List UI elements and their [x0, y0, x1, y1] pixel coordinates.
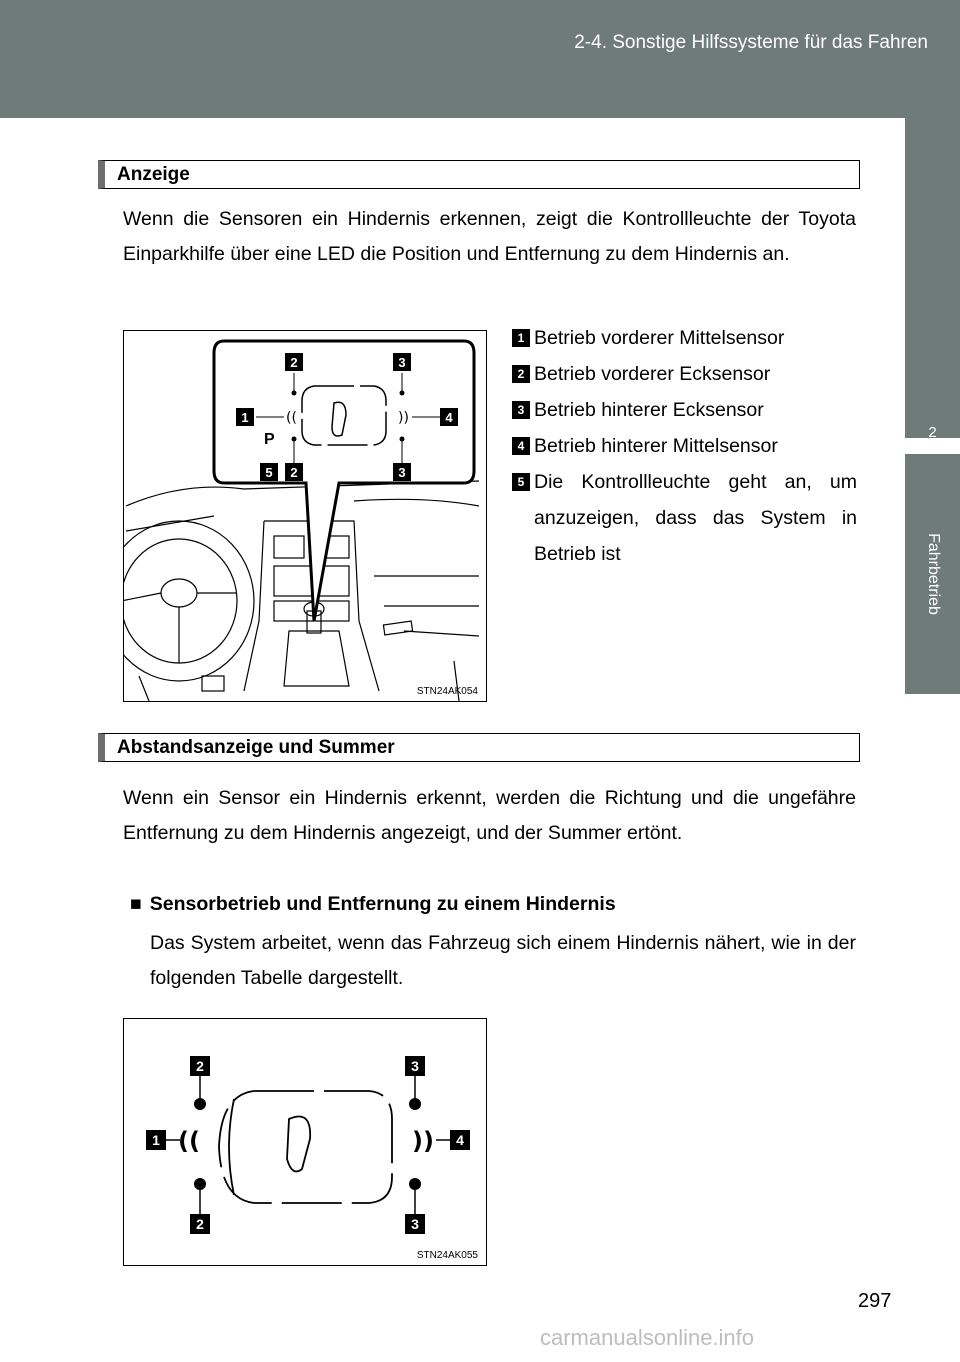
- badge-3-top: [393, 353, 411, 371]
- svg-text:3: 3: [411, 1216, 419, 1232]
- badge-4: [440, 408, 458, 426]
- legend-text: Betrieb hinterer Mittelsensor: [534, 435, 778, 457]
- side-tab-label: Fahrbetrieb: [924, 533, 942, 615]
- watermark: carmanualsonline.info: [540, 1325, 755, 1350]
- section-abstandsanzeige-text: Wenn ein Sensor ein Hindernis erkennt, werden die Richtung und die ungefähre Entfernung zu dem Hindernis angezeigt, und der Summer ertönt.: [123, 787, 856, 844]
- svg-text:3: 3: [411, 1058, 419, 1074]
- badge-5: [260, 463, 278, 481]
- subsection-title: Sensorbetrieb und Entfernung zu einem Hindernis: [149, 893, 616, 915]
- sound-wave-right-icon: )): [412, 1127, 434, 1155]
- svg-text:2: 2: [290, 465, 298, 480]
- figure-sensor-layout: [123, 1018, 487, 1266]
- svg-text:2: 2: [290, 355, 298, 370]
- svg-text:2: 2: [196, 1216, 204, 1232]
- svg-text:1: 1: [241, 410, 249, 425]
- figure-legend: [512, 320, 857, 572]
- svg-text:1: 1: [152, 1132, 160, 1148]
- legend-badge: 3: [512, 401, 530, 419]
- figure-code: STN24AK054: [416, 686, 478, 697]
- section-heading-anzeige: Anzeige: [98, 160, 860, 189]
- side-tab: [905, 118, 960, 1148]
- section-anzeige-text: Wenn die Sensoren ein Hindernis erkennen, zeigt die Kontrollleuchte der Toyota Einparkhilfe über eine LED die Position und Entfernung zu dem Hindernis an.: [123, 208, 856, 265]
- page-number: 297: [858, 1290, 892, 1312]
- legend-item: [512, 320, 857, 356]
- legend-badge: 1: [512, 329, 530, 347]
- badge-1: [146, 1130, 166, 1150]
- side-tab-number-block: [905, 118, 960, 441]
- side-tab-number: 2: [928, 424, 937, 441]
- svg-text:2: 2: [196, 1058, 204, 1074]
- chapter-title: 2-4. Sonstige Hilfssysteme für das Fahren: [574, 32, 928, 53]
- legend-badge: 5: [512, 473, 530, 491]
- legend-badge: 4: [512, 437, 530, 455]
- parking-assist-symbol: P: [264, 431, 275, 448]
- badge-3-bottom: [393, 463, 411, 481]
- badge-3-top: [405, 1056, 425, 1076]
- legend-badge: 2: [512, 365, 530, 383]
- sound-wave-left-icon: ((: [178, 1127, 200, 1155]
- badge-4: [450, 1130, 470, 1150]
- legend-text: Betrieb vorderer Ecksensor: [534, 363, 771, 385]
- subsection-text: Das System arbeitet, wenn das Fahrzeug sich einem Hindernis nähert, wie in der folgenden Tabelle dargestellt.: [150, 932, 856, 989]
- figure-code: STN24AK055: [416, 1250, 478, 1261]
- subsection-heading: [130, 893, 616, 916]
- badge-1: [236, 408, 254, 426]
- figure-dashboard-indicator: [123, 330, 487, 702]
- page-header: [0, 0, 960, 118]
- svg-text:3: 3: [398, 465, 406, 480]
- badge-2-top: [190, 1056, 210, 1076]
- badge-2-bottom: [285, 463, 303, 481]
- legend-text: Die Kontrollleuchte geht an, um anzuzeigen, dass das System in Betrieb ist: [534, 471, 857, 565]
- legend-text: Betrieb hinterer Ecksensor: [534, 399, 764, 421]
- legend-item: [512, 392, 857, 428]
- side-tab-label-block: [905, 454, 960, 694]
- section-heading-abstandsanzeige: Abstandsanzeige und Summer: [98, 733, 860, 762]
- square-bullet-icon: ■: [130, 893, 142, 915]
- badge-3-bottom: [405, 1214, 425, 1234]
- legend-text: Betrieb vorderer Mittelsensor: [534, 327, 785, 349]
- svg-text:5: 5: [265, 465, 273, 480]
- legend-item: [512, 464, 857, 572]
- sensor-layout-illustration: [124, 1019, 486, 1265]
- badge-2-bottom: [190, 1214, 210, 1234]
- svg-text:4: 4: [445, 410, 453, 425]
- legend-item: [512, 356, 857, 392]
- legend-item: [512, 428, 857, 464]
- svg-text:4: 4: [456, 1132, 464, 1148]
- dashboard-illustration: [124, 331, 486, 701]
- sound-wave-right-icon: )): [398, 410, 409, 426]
- svg-text:3: 3: [398, 355, 406, 370]
- sound-wave-left-icon: ((: [286, 410, 297, 426]
- badge-2-top: [285, 353, 303, 371]
